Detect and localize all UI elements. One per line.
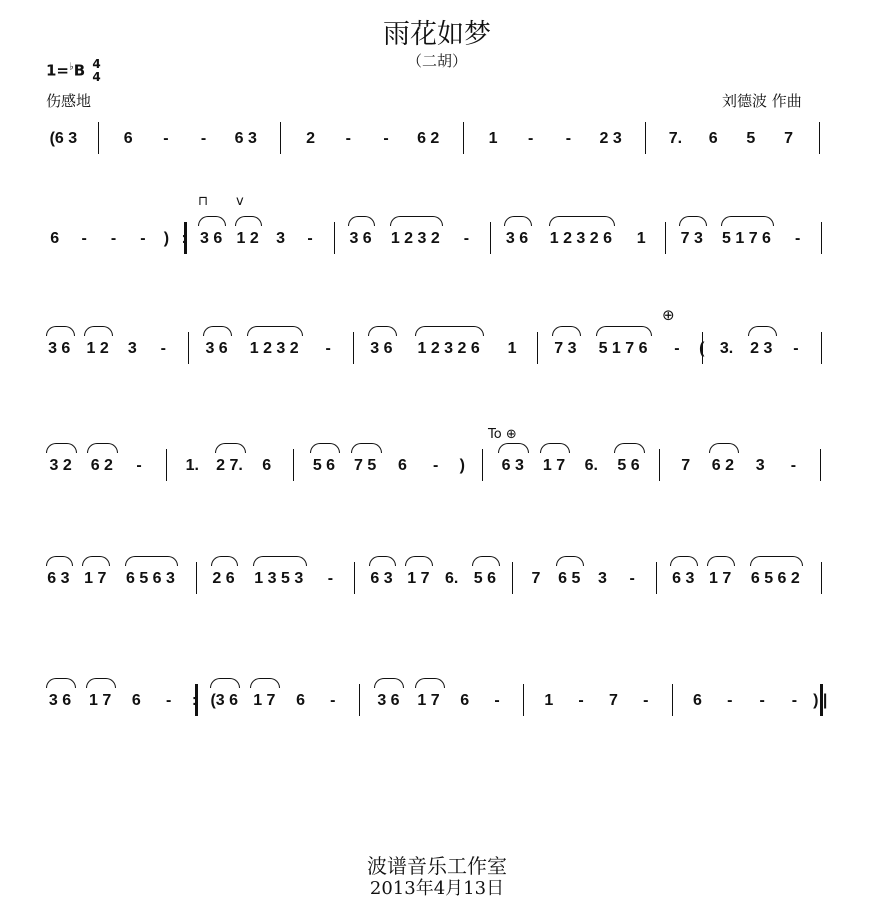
note-group: 7: [608, 692, 618, 709]
slur-mark: [415, 326, 484, 336]
note-group: 1 7: [407, 570, 430, 587]
note-group: 1 7: [84, 570, 107, 587]
barline: [280, 122, 281, 154]
to-coda-mark: To ⊕: [488, 427, 517, 442]
barline: [512, 562, 513, 594]
staff-line-3: [40, 306, 840, 378]
note-group: 6.: [444, 570, 459, 587]
barline: [353, 332, 354, 364]
note-group: 6 5: [558, 570, 581, 587]
staff-line-5: [40, 568, 840, 608]
note-group: 1 2 3 2 6: [417, 340, 480, 357]
barline: [293, 449, 294, 481]
dash-extension: -: [345, 130, 351, 147]
instrument-label: （二胡）: [406, 52, 467, 70]
slur-mark: [374, 678, 404, 688]
slur-mark: [390, 216, 443, 226]
note-group: 3 6: [200, 230, 223, 247]
slur-mark: [472, 556, 500, 566]
dash-extension: -: [643, 692, 649, 709]
slur-mark: [46, 326, 75, 336]
time-top: 4: [92, 57, 101, 71]
note-group: 2: [306, 130, 316, 147]
dash-extension: -: [200, 130, 207, 147]
dash-extension: -: [727, 692, 733, 709]
note-group: 7: [784, 130, 793, 147]
barline: [482, 449, 483, 481]
note-group: 3 2: [49, 457, 72, 474]
barline: [196, 562, 197, 594]
slur-mark: [46, 556, 74, 566]
dash-extension: -: [790, 457, 797, 474]
slur-mark: [87, 443, 118, 453]
barline: [523, 684, 524, 716]
note-group: 1 2: [236, 230, 259, 247]
slur-mark: [556, 556, 584, 566]
note-group: 6 5 6 2: [750, 570, 800, 587]
slur-mark: [405, 556, 433, 566]
slur-mark: [348, 216, 376, 226]
barline: [537, 332, 538, 364]
note-group: 1 2 3 2: [249, 340, 299, 357]
slur-mark: [310, 443, 341, 453]
note-group: 1 7: [417, 692, 440, 709]
note-group: 2 3: [750, 340, 773, 357]
barline: [463, 122, 464, 154]
slur-mark: [498, 443, 529, 453]
slur-mark: [552, 326, 581, 336]
note-group: 3 6: [48, 340, 71, 357]
dash-extension: -: [140, 230, 146, 247]
slur-mark: [253, 556, 307, 566]
barline: [820, 449, 821, 481]
note-group: 3: [276, 230, 286, 247]
note-group: 1 3 5 3: [254, 570, 304, 587]
dash-extension: -: [463, 230, 470, 247]
note-group: 5 1 7 6: [722, 230, 771, 247]
repeat-mark: :: [181, 230, 187, 247]
down-bow-mark: ⊓: [198, 194, 209, 209]
note-group: 1: [636, 230, 646, 247]
note-group: 1: [544, 692, 554, 709]
note-group: 1 7: [708, 570, 732, 587]
note-group: 1 2: [86, 340, 109, 357]
note-group: 6 3: [370, 570, 393, 587]
dash-extension: -: [793, 340, 799, 357]
barline: [672, 684, 673, 716]
barline: [819, 122, 820, 154]
slur-mark: [549, 216, 615, 226]
dash-extension: -: [165, 692, 172, 709]
slur-mark: [82, 556, 110, 566]
page-title: 雨花如梦: [383, 19, 491, 50]
note-group: 2 3: [599, 130, 622, 147]
publish-date: 2013年4月13日: [369, 878, 505, 899]
staff-line-4: [40, 427, 840, 495]
repeat-mark: (: [699, 340, 705, 357]
slur-mark: [614, 443, 645, 453]
dash-extension: -: [629, 570, 635, 587]
dash-extension: -: [674, 340, 680, 357]
dash-extension: -: [791, 692, 798, 709]
slur-mark: [198, 216, 226, 226]
note-group: 6 3: [501, 457, 524, 474]
dash-extension: -: [578, 692, 584, 709]
tempo-mood: 伤感地: [46, 92, 92, 110]
dash-extension: -: [163, 130, 169, 147]
dash-extension: -: [759, 692, 765, 709]
note-group: 5 6: [617, 457, 640, 474]
note-group: 3 6: [370, 340, 393, 357]
dash-extension: -: [307, 230, 313, 247]
slur-mark: [215, 443, 246, 453]
slur-mark: [540, 443, 571, 453]
time-bottom: 4: [92, 70, 101, 84]
slur-mark: [504, 216, 532, 226]
note-group: 7 5: [354, 457, 377, 474]
slur-mark: [707, 556, 735, 566]
slur-mark: [46, 443, 77, 453]
dash-extension: -: [432, 457, 439, 474]
repeat-mark: :: [191, 692, 198, 709]
note-group: 3 6: [205, 340, 228, 357]
slur-mark: [368, 326, 397, 336]
note-group: 1: [488, 130, 498, 147]
note-group: 6: [693, 692, 702, 709]
key-signature: [46, 58, 101, 84]
note-group: 6 3: [47, 570, 70, 587]
barline: [98, 122, 99, 154]
note-group: (3 6: [210, 692, 239, 709]
barline: [645, 122, 646, 154]
barline: [359, 684, 360, 716]
barline: [490, 222, 491, 254]
up-bow-mark: v: [236, 194, 244, 209]
dash-extension: -: [528, 130, 534, 147]
dash-extension: -: [110, 230, 117, 247]
slur-mark: [86, 678, 116, 688]
composer-credit: 刘德波 作曲: [722, 92, 802, 110]
dash-extension: -: [160, 340, 166, 357]
note-group: 3: [755, 457, 765, 474]
note-group: 1 7: [88, 692, 112, 709]
slur-mark: [203, 326, 232, 336]
slur-mark: [211, 556, 239, 566]
note-group: (6 3: [49, 130, 78, 147]
barline: [659, 449, 660, 481]
dash-extension: -: [565, 130, 572, 147]
slur-mark: [125, 556, 179, 566]
slur-mark: [750, 556, 804, 566]
note-group: 7 3: [680, 230, 703, 247]
slur-mark: [46, 678, 76, 688]
note-group: 6: [262, 457, 272, 474]
dash-extension: -: [383, 130, 389, 147]
note-group: 5: [746, 130, 756, 147]
staff-line-6: [40, 690, 840, 730]
slur-mark: [210, 678, 240, 688]
note-group: 1: [507, 340, 517, 357]
note-group: 6 3: [234, 130, 257, 147]
staff-line-1: [40, 128, 840, 168]
barline: [166, 449, 167, 481]
note-group: 5 1 7 6: [598, 340, 648, 357]
barline: [656, 562, 657, 594]
note-group: 6: [131, 692, 141, 709]
slur-mark: [679, 216, 707, 226]
note-group: 3.: [719, 340, 734, 357]
dash-extension: -: [330, 692, 336, 709]
note-group: 7: [531, 570, 541, 587]
dash-extension: -: [81, 230, 87, 247]
note-group: 1 2 3 2 6: [549, 230, 612, 247]
flat-sign: ♭: [69, 61, 74, 73]
note-group: ): [459, 457, 465, 474]
note-group: 2 6: [212, 570, 235, 587]
barline: [354, 562, 355, 594]
note-group: 3 6: [349, 230, 372, 247]
slur-mark: [709, 443, 740, 453]
note-group: 6: [50, 230, 60, 247]
slur-mark: [250, 678, 280, 688]
coda-sign: ⊕: [662, 306, 675, 324]
dash-extension: -: [494, 692, 500, 709]
dash-extension: -: [325, 340, 331, 357]
studio-credit: 波谱音乐工作室: [367, 854, 507, 878]
staff-line-2: [40, 194, 840, 268]
barline: [821, 562, 822, 594]
dash-extension: -: [136, 457, 142, 474]
note-group: 1 2 3 2: [390, 230, 440, 247]
note-group: 1 7: [542, 457, 566, 474]
note-group: 3 6: [48, 692, 72, 709]
slur-mark: [84, 326, 113, 336]
barline: [821, 332, 822, 364]
slur-mark: [415, 678, 445, 688]
note-group: 5 6: [473, 570, 496, 587]
note-group: 1.: [185, 457, 199, 474]
barline: [188, 332, 189, 364]
key-note: B: [73, 61, 86, 80]
note-group: 2 7.: [216, 457, 243, 474]
note-group: 6: [708, 130, 718, 147]
slur-mark: [721, 216, 774, 226]
dash-extension: -: [327, 570, 334, 587]
note-group: 6: [460, 692, 470, 709]
note-group: 6: [123, 130, 133, 147]
note-group: 6.: [584, 457, 598, 474]
barline: [334, 222, 335, 254]
barline: [665, 222, 666, 254]
note-group: 5 6: [312, 457, 336, 474]
slur-mark: [351, 443, 382, 453]
note-group: ): [163, 230, 170, 247]
note-group: 7.: [668, 130, 683, 147]
note-group: 6 5 6 3: [125, 570, 175, 587]
note-group: 6 2: [711, 457, 735, 474]
note-group: 6 2: [417, 130, 440, 147]
key-prefix: 1=: [46, 61, 70, 80]
slur-mark: [369, 556, 397, 566]
slur-mark: [670, 556, 698, 566]
note-group: 6: [397, 457, 407, 474]
slur-mark: [596, 326, 652, 336]
note-group: 1 7: [253, 692, 276, 709]
note-group: 7: [681, 457, 691, 474]
note-group: 6 2: [90, 457, 113, 474]
note-group: 3 6: [377, 692, 400, 709]
time-signature: [92, 58, 100, 84]
dash-extension: -: [794, 230, 801, 247]
note-group: 6 3: [672, 570, 695, 587]
slur-mark: [247, 326, 303, 336]
note-group: 7 3: [554, 340, 577, 357]
note-group: 3: [598, 570, 607, 587]
slur-mark: [748, 326, 777, 336]
note-group: 3 6: [505, 230, 529, 247]
barline: [821, 222, 822, 254]
note-group: 3: [127, 340, 137, 357]
note-group: 6: [296, 692, 305, 709]
slur-mark: [235, 216, 263, 226]
repeat-mark: ) |: [813, 692, 828, 709]
